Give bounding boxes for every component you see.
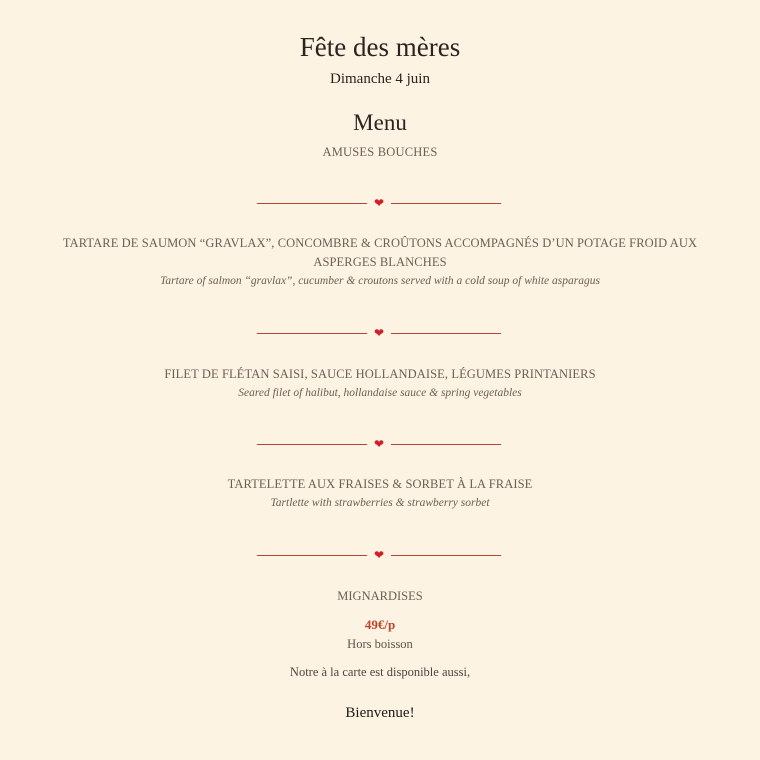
divider — [257, 550, 501, 562]
course-title-en: Tartlette with strawberries & strawberry sorbet — [270, 497, 490, 509]
welcome-text: Bienvenue! — [345, 705, 415, 721]
divider-line — [257, 333, 367, 334]
divider-line — [257, 203, 367, 204]
course-title-fr: TARTARE DE SAUMON “GRAVLAX”, CONCOMBRE & CROÛTONS ACCOMPAGNÉS D’UN POTAGE FROID AUX ASPERGES BLANCHES — [62, 236, 698, 269]
heart-icon: ❤ — [373, 196, 385, 210]
heart-icon: ❤ — [373, 326, 385, 340]
heart-icon: ❤ — [373, 548, 385, 562]
amuse-bouches-label: AMUSES BOUCHES — [322, 145, 438, 159]
divider — [257, 198, 501, 210]
mignardises-label: MIGNARDISES — [337, 589, 423, 603]
divider-line — [391, 203, 501, 204]
course-title-en: Seared filet of halibut, hollandaise sauce & spring vegetables — [238, 387, 522, 399]
divider-line — [257, 444, 367, 445]
course-title-en: Tartare of salmon “gravlax”, cucumber & croutons served with a cold soup of white asparagus — [160, 275, 600, 287]
divider-line — [391, 444, 501, 445]
divider — [257, 328, 501, 340]
carte-note: Notre à la carte est disponible aussi, — [289, 665, 471, 679]
divider-line — [391, 555, 501, 556]
divider-line — [257, 555, 367, 556]
course-1 — [40, 234, 720, 290]
event-date: Dimanche 4 juin — [330, 71, 430, 87]
menu-heading: Menu — [353, 110, 407, 135]
course-3 — [40, 475, 720, 512]
course-title-fr: TARTELETTE AUX FRAISES & SORBET À LA FRAISE — [227, 477, 533, 491]
course-title-fr: FILET DE FLÉTAN SAISI, SAUCE HOLLANDAISE, LÉGUMES PRINTANIERS — [164, 367, 596, 381]
course-2 — [40, 365, 720, 402]
heart-icon: ❤ — [373, 437, 385, 451]
divider-line — [391, 333, 501, 334]
divider — [257, 439, 501, 451]
price: 49€/p — [364, 617, 396, 632]
page-title: Fête des mères — [299, 32, 461, 62]
drinks-note: Hors boisson — [347, 637, 413, 651]
